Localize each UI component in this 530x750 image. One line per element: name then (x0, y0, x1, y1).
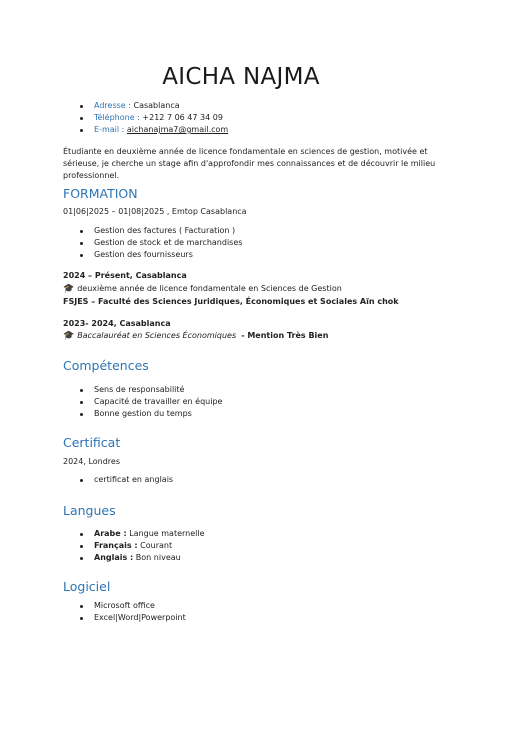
bac-header: 2023- 2024, Casablanca (63, 319, 171, 328)
list-item (63, 552, 205, 564)
list-item: Bonne gestion du temps (63, 408, 222, 420)
contact-phone-value: +212 7 06 47 34 09 (142, 113, 223, 122)
section-title-certificat: Certificat (63, 435, 121, 450)
contact-address-label: Adresse : (94, 101, 131, 110)
language-name: Français : (94, 541, 138, 550)
email-link[interactable]: aichanajma7@gmail.com (126, 125, 229, 134)
section-title-formation: FORMATION (63, 186, 138, 201)
contact-email-label: E-mail : (94, 125, 125, 134)
internship-header: 01|06|2025 – 01|08|2025 , Emtop Casablanca (63, 207, 247, 216)
list-item: Sens de responsabilité (63, 384, 222, 396)
contact-address-value: Casablanca (133, 101, 180, 110)
language-level: Bon niveau (135, 553, 181, 562)
contact-list (63, 100, 228, 136)
language-name: Arabe : (94, 529, 127, 538)
list-item: Excel|Word|Powerpoint (63, 612, 186, 624)
list-item: Gestion des fournisseurs (63, 249, 242, 261)
contact-phone (63, 112, 228, 124)
list-item: Gestion de stock et de marchandises (63, 237, 242, 249)
language-name: Anglais : (94, 553, 134, 562)
contact-phone-label: Téléphone : (94, 113, 140, 122)
bac-mention: - Mention Très Bien (241, 331, 329, 340)
licence-degree-text: deuxième année de licence fondamentale en Sciences de Gestion (77, 284, 342, 293)
licence-school: FSJES – Faculté des Sciences Juridiques, Économiques et Sociales Aïn chok (63, 297, 399, 306)
logiciel-list (63, 600, 186, 624)
list-item: Microsoft office (63, 600, 186, 612)
contact-email (63, 124, 228, 136)
language-level: Langue maternelle (129, 529, 205, 538)
bac-degree (63, 330, 328, 342)
internship-tasks (63, 225, 242, 261)
candidate-name: AICHA NAJMA (162, 64, 320, 90)
section-title-competences: Compétences (63, 358, 149, 373)
bac-degree-text: Baccalauréat en Sciences Économiques (77, 331, 237, 340)
list-item (63, 540, 205, 552)
profile-summary: Étudiante en deuxième année de licence fondamentale en sciences de gestion, motivée et sérieuse, je cherche un stage afin d'approfondir mes connaissances et de découvrir le milieu professionnel. (63, 147, 436, 180)
list-item: Gestion des factures ( Facturation ) (63, 225, 242, 237)
list-item: certificat en anglais (63, 474, 173, 486)
licence-degree (63, 283, 342, 295)
licence-header: 2024 – Présent, Casablanca (63, 271, 187, 280)
section-title-logiciel: Logiciel (63, 579, 111, 594)
list-item (63, 528, 205, 540)
contact-address (63, 100, 228, 112)
certificat-header: 2024, Londres (63, 457, 121, 466)
section-title-langues: Langues (63, 503, 116, 518)
langues-list (63, 528, 205, 564)
certificat-list (63, 474, 173, 486)
graduation-cap-icon: 🎓 (63, 284, 75, 294)
list-item: Capacité de travailler en équipe (63, 396, 222, 408)
competences-list (63, 384, 222, 420)
language-level: Courant (140, 541, 173, 550)
graduation-cap-icon: 🎓 (63, 331, 75, 341)
